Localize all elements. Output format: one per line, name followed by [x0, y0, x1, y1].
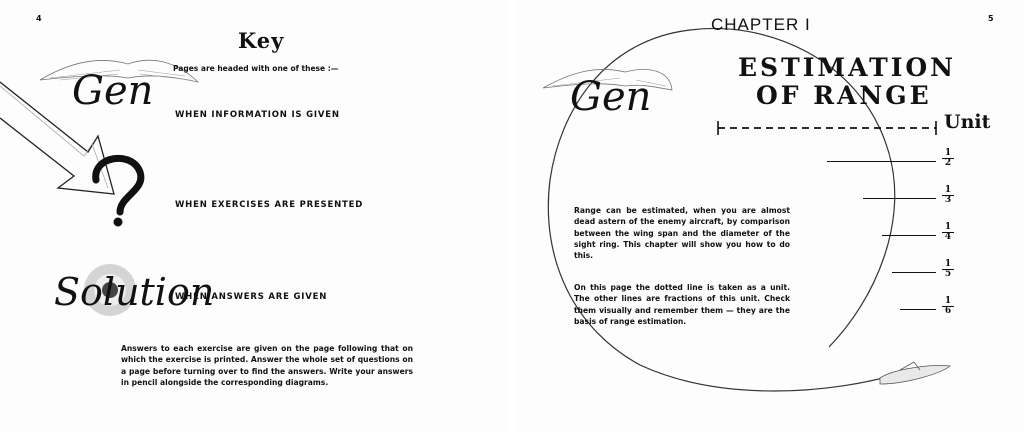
solution-logo: Solution: [54, 270, 215, 314]
fraction-label: [942, 186, 954, 205]
gen-logo-right: Gen: [570, 74, 652, 120]
fraction-denominator: 5: [944, 269, 952, 279]
fraction-line: [863, 198, 936, 199]
gen-logo-left: Gen: [72, 68, 154, 114]
fraction-denominator: 3: [944, 195, 952, 205]
fraction-denominator: 4: [944, 232, 952, 242]
title-line-1: ESTIMATION: [738, 53, 957, 82]
fraction-numerator: 1: [942, 260, 954, 270]
caption-information: WHEN INFORMATION IS GIVEN: [175, 110, 340, 120]
fraction-line: [892, 272, 936, 273]
chapter-heading: CHAPTER I: [711, 15, 811, 34]
fraction-label: [942, 223, 954, 242]
solution-roundel-icon: [54, 264, 214, 316]
fraction-denominator: 2: [944, 158, 952, 168]
fraction-line: [882, 235, 937, 236]
answers-note: Answers to each exercise are given on the page following that on which the exercise is printed. Answer the whole set of questions on a page before turning over to find the answers. Write your answers in pencil alongside the corresponding diagrams.: [121, 344, 413, 387]
caption-answers: WHEN ANSWERS ARE GIVEN: [175, 292, 328, 302]
fraction-numerator: 1: [942, 149, 954, 159]
fraction-label: [942, 260, 954, 279]
paragraph-intro: Range can be estimated, when you are almost dead astern of the enemy aircraft, by comparison between the wing span and the diameter of the sight ring. This chapter will show you how to do this.: [574, 206, 790, 261]
fraction-numerator: 1: [942, 186, 954, 196]
fraction-label: [942, 149, 954, 168]
title-line-2: OF RANGE: [756, 81, 932, 110]
aircraft-icon: [880, 362, 950, 384]
fraction-denominator: 6: [944, 306, 952, 316]
fraction-line: [827, 161, 936, 162]
fraction-line: [900, 309, 936, 310]
page-number-right: 5: [988, 14, 994, 23]
unit-label: Unit: [944, 111, 991, 133]
gen-wings-icon: [543, 69, 672, 120]
fraction-label: [942, 297, 954, 316]
caption-exercises: WHEN EXERCISES ARE PRESENTED: [175, 200, 364, 210]
page-number-left: 4: [36, 14, 42, 23]
fraction-numerator: 1: [942, 297, 954, 307]
key-subheading: Pages are headed with one of these :—: [173, 64, 339, 73]
unit-dotted-line: [718, 121, 936, 135]
fraction-numerator: 1: [942, 223, 954, 233]
key-title: Key: [238, 28, 285, 53]
paragraph-unit: On this page the dotted line is taken as a unit. The other lines are fractions of this unit. Check them visually and remember them — they are the basis of range estimation.: [574, 283, 790, 326]
